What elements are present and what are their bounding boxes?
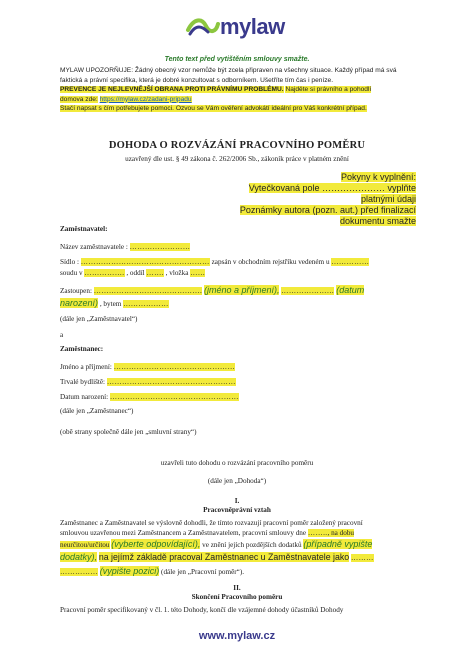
contract-date-field[interactable]: ……..: [307, 529, 328, 537]
warning-line-4: domova zde: https://mylaw.cz/zadani-pripadu: [60, 95, 192, 103]
employee-name-row: Jméno a příjmení: …………………………………………: [60, 363, 236, 371]
warning-line-1: MYLAW UPOZORŇUJE: Žádný obecný vzor nemůže být zcela připraven na všechny situace. Každý případ má svá: [60, 67, 397, 74]
footer-url[interactable]: www.mylaw.cz: [198, 630, 276, 642]
section-1-line-4: dodatky), na jejímž základě pracoval Zaměstnanec u Zaměstnavatele jako ………: [60, 552, 374, 562]
employer-name-field[interactable]: ……………………: [129, 243, 191, 251]
section-1-number: I.: [234, 497, 240, 505]
employer-seat-field[interactable]: ……………………………………………: [80, 258, 210, 266]
employee-address-row: Trvalé bydliště: ……………………………………………: [60, 378, 236, 386]
prevention-text-b: Najděte si právního a pohodlí: [285, 86, 372, 93]
court-city-field[interactable]: …………….: [84, 269, 125, 277]
representative-dob-field[interactable]: …………………: [281, 287, 335, 295]
section-1-line-3: neurčitou/určitou (vyberte odpovídající), ve znění jejích pozdějších dodatků (případně vypište: [60, 539, 373, 549]
section-1-line-1: Zaměstnanec a Zaměstnavatel se výslovně dohodli, že tímto rozvazují pracovní poměr založený pracovní: [60, 519, 363, 527]
employer-heading: Zaměstnavatel:: [60, 225, 108, 233]
document-subtitle: uzavřený dle ust. § 49 zákona č. 262/2006 Sb., zákoník práce v platném znění: [125, 155, 349, 163]
employer-court-row: soudu v ……………. , oddíl ……. , vložka ……: [60, 269, 206, 277]
section-field[interactable]: …….: [146, 269, 164, 277]
insert-field[interactable]: ……: [190, 269, 206, 277]
section-1-title: Pracovněprávní vztah: [203, 506, 271, 514]
employee-name-field[interactable]: …………………………………………: [113, 363, 236, 371]
employee-address-field[interactable]: ……………………………………………: [106, 378, 236, 386]
warning-title: Tento text před vytištěním smlouvy smažte.: [164, 56, 310, 63]
mylaw-logo: [184, 12, 294, 42]
employee-dob-field[interactable]: ……………………………………………: [109, 393, 239, 401]
instructions-line-1: Vytečkovaná pole ………………… vyplňte platnými údaji: [248, 183, 416, 204]
representative-field[interactable]: …………………………………….: [93, 287, 203, 295]
section-2-title: Skončení Pracovního poměru: [191, 593, 283, 601]
employee-alias: (dále jen „Zaměstnanec“): [60, 407, 134, 415]
employee-heading: Zaměstnanec:: [60, 345, 104, 353]
employer-name-row: Název zaměstnavatele : ……………………: [60, 243, 191, 251]
term-choice-field[interactable]: neurčitou/určitou: [60, 541, 110, 549]
case-link[interactable]: https://mylaw.cz/zadani-pripadu: [99, 95, 192, 103]
instructions-heading: Pokyny k vyplnění:: [340, 172, 416, 182]
section-2-line-1: Pracovní poměr specifikovaný v čl. 1. této Dohody, končí dle vzájemné dohody účastníků Dohody: [60, 606, 344, 614]
warning-line-3: [60, 85, 420, 95]
position-field[interactable]: ………: [350, 554, 374, 562]
parties-alias: (obě strany společně dále jen „smluvní strany“): [60, 428, 197, 436]
warning-line-2: faktická a právní specifika, která je dobré konzultovat s odborníkem. Ušetříte tím čas i peníze.: [60, 76, 334, 84]
employee-dob-row: Datum narození: ……………………………………………: [60, 393, 239, 401]
representative-address-field[interactable]: ………………: [123, 300, 169, 308]
instructions-line-2: Poznámky autora (pozn. aut.) před finalizací dokumentu smažte: [239, 205, 416, 226]
section-1-line-2: smlouvou uzavřenou mezi Zaměstnancem a Zaměstnavatelem, pracovní smlouvy dne …….., na dobu: [60, 529, 355, 537]
section-1-line-5: …………… (vypište pozici) (dále jen „Pracovní poměr“).: [60, 566, 245, 576]
employer-alias: (dále jen „Zaměstnavatel“): [60, 315, 138, 323]
employer-rep-row: Zastoupen: ……………………………………. (jméno a příjmení), ………………… (datum narození) , bytem ………………: [60, 285, 365, 308]
register-court-field[interactable]: ……………: [331, 258, 370, 266]
warning-line-5: Stačí napsat s čím potřebujete pomoci. Ozvou se Vám ověření advokátí ideální pro Váš konkrétní případ.: [60, 105, 367, 112]
logo-mark-icon: [184, 12, 220, 40]
document-title: DOHODA O ROZVÁZÁNÍ PRACOVNÍHO POMĚRU: [108, 140, 366, 151]
prevention-text: PREVENCE JE NEJLEVNĚJŠÍ OBRANA PROTI PRÁVNÍMU PROBLÉMU.: [60, 86, 284, 93]
and-word: a: [60, 331, 64, 339]
agreement-alias: (dále jen „Dohoda“): [207, 477, 267, 485]
logo-text: mylaw: [220, 14, 285, 39]
employer-seat-row: Sídlo : …………………………………………… zapsán v obchodním rejstříku vedeném u ……………: [60, 258, 370, 266]
agreement-line: uzavřeli tuto dohodu o rozvázání pracovního poměru: [160, 459, 314, 467]
instructions-box: [230, 172, 416, 227]
section-2-number: II.: [233, 584, 241, 592]
